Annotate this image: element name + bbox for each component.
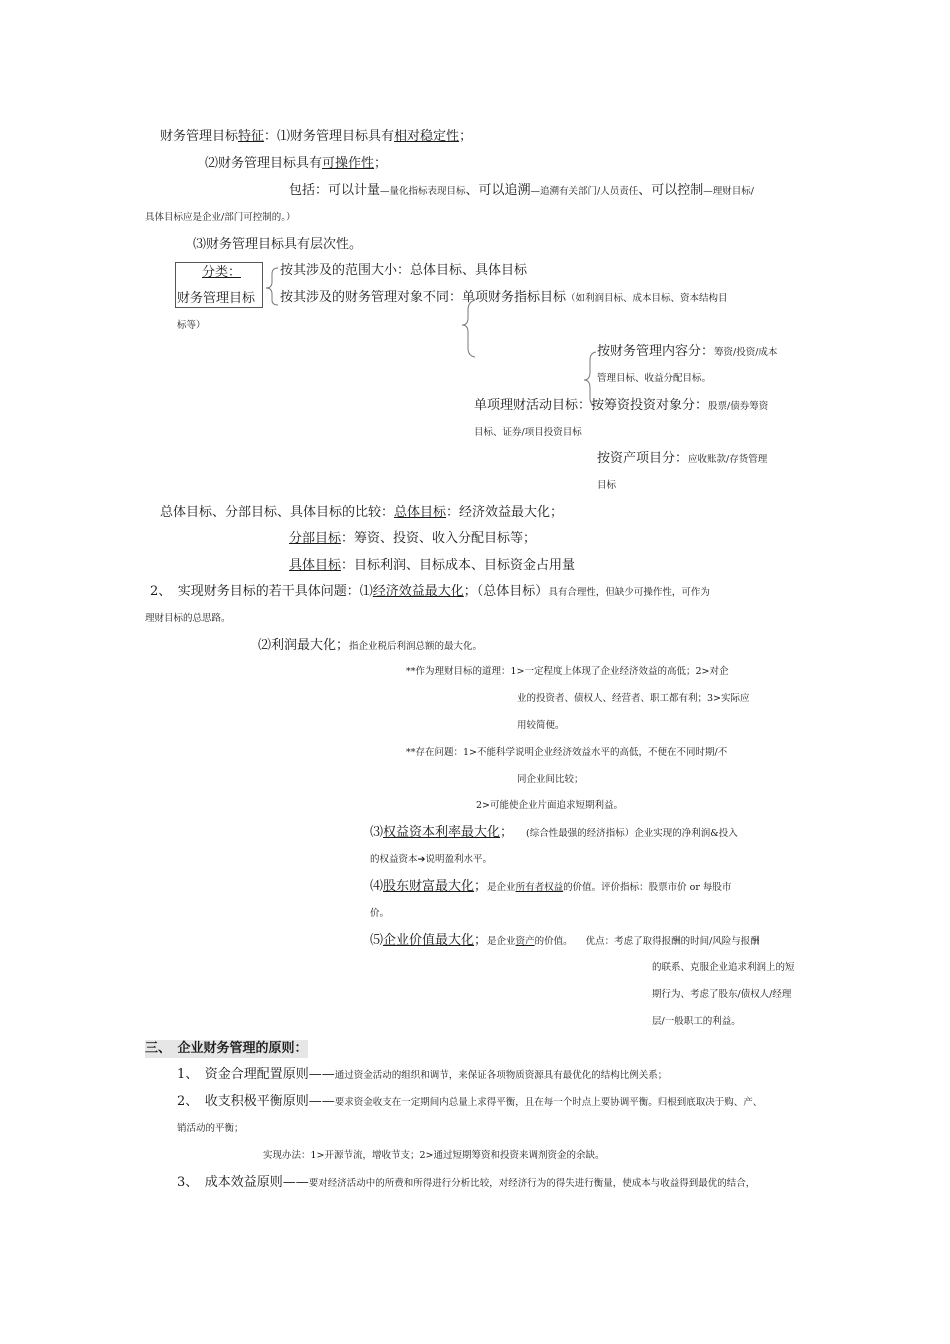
profit-line (258, 637, 482, 656)
keyword: 可操作性 (322, 156, 375, 171)
text: ⑷ (370, 879, 384, 894)
keyword: 经济效益最大化 (372, 584, 464, 599)
text: ； (336, 638, 350, 653)
note: （如利润目标、成本目标、资本结构目 (566, 293, 728, 304)
note: 要对经济活动中的所费和所得进行分析比较，对经济行为的得失进行衡量，使成本与收益得到最优的结合， (308, 1178, 756, 1189)
sub-row-2b: 目标、证券/项目投资目标 (474, 427, 582, 438)
text: ； (500, 825, 514, 840)
shareholder-line-1 (370, 878, 731, 897)
keyword: 所有者权益 (515, 882, 564, 893)
class-row-1: 按其涉及的范围大小：总体目标、具体目标 (280, 263, 528, 278)
keyword: 股东财富最大化 (383, 879, 475, 894)
note: 通过资金活动的组织和调节，来保证各项物质资源具有最优化的结构比例关系； (334, 1070, 668, 1081)
reason-line-3: 用较简便。 (517, 720, 565, 731)
text: 单项理财活动目标：按筹资投资对象分： (474, 398, 709, 413)
note: 股票/债券筹资 (708, 401, 769, 412)
keyword: 权益资本利率最大化 (383, 825, 501, 840)
equity-line-1 (370, 824, 738, 843)
note: 的价值。 (534, 936, 573, 947)
text: ⑵ (258, 638, 272, 653)
text: 总体目标、分部目标、具体目标的比较： (160, 505, 395, 520)
note: 具有合理性，但缺少可操作性，可作为 (548, 587, 710, 598)
text: 财务管理目标 (160, 129, 239, 144)
text: ； (374, 156, 388, 171)
sub-row-1b: 管理目标、收益分配目标。 (597, 373, 712, 384)
note: —量化指标表现目标 (380, 186, 466, 197)
note: 具体目标应是企业/部门可控制的。） (145, 212, 296, 223)
text: 按其涉及的财务管理对象不同：单项财务指标目标 (280, 290, 567, 305)
keyword: 相对稳定性 (394, 129, 460, 144)
section2-line-1 (150, 583, 710, 602)
problem-line-3: 2>可能使企业片面追求短期利益。 (476, 800, 624, 811)
note: 优点：考虑了取得报酬的时间/风险与报酬 (585, 936, 760, 947)
box-label-1: 分类： (202, 265, 242, 280)
note: —追溯有关部门/人员责任 (530, 186, 639, 197)
text: 1、 资金合理配置原则 (177, 1067, 309, 1082)
text: ：经济效益最大化； (446, 505, 564, 520)
sub-row-1 (597, 343, 777, 362)
keyword: 总体目标 (394, 505, 447, 520)
text: —— (308, 1094, 335, 1109)
text: ⑶财务管理目标具有层次性。 (193, 237, 363, 252)
equity-line-2: 的权益资本➔说明盈利水平。 (370, 854, 492, 865)
text: ⑶ (370, 825, 384, 840)
problem-line-2: 同企业间比较； (517, 774, 584, 785)
principle-2-method: 实现办法：1>开源节流，增收节支；2>通过短期筹资和投资来调剂资金的余缺。 (263, 1150, 605, 1161)
note: 要求资金收支在一定期间内总量上求得平衡，且在每一个时点上要协调平衡。归根到底取决于购、产、 (334, 1097, 763, 1108)
sub-row-2 (474, 397, 768, 416)
text: 2、 收支积极平衡原则 (177, 1094, 309, 1109)
principle-3 (177, 1174, 755, 1193)
text: 利润最大化 (271, 638, 337, 653)
firm-value-line-1 (370, 932, 760, 951)
reason-line-2: 业的投资者、债权人、经营者、职工都有利；3>实际应 (517, 693, 750, 704)
shareholder-line-2: 价。 (370, 908, 390, 919)
text: —— (282, 1175, 309, 1190)
text: 、可以追溯 (465, 183, 531, 198)
section3-heading: 三、 企业财务管理的原则： (145, 1041, 308, 1056)
section2-line-2: 理财目标的总思路。 (145, 613, 231, 624)
keyword: 企业价值最大化 (383, 933, 475, 948)
compare-line-1 (160, 504, 563, 522)
text: ：筹资、投资、收入分配目标等； (341, 531, 537, 546)
text: 按财务管理内容分： (597, 344, 715, 359)
compare-line-3 (289, 557, 575, 575)
class-row-3: 标等） (177, 320, 206, 331)
note: 筹资/投资/成本 (714, 347, 778, 358)
problem-line-1: **存在问题：1>不能科学说明企业经济效益水平的高低，不便在不同时期/不 (406, 747, 728, 758)
reason-line-1: **作为理财目标的道理：1>一定程度上体现了企业经济效益的高低；2>对企 (406, 666, 729, 677)
note: 是企业 (487, 882, 516, 893)
text: ⑸ (370, 933, 384, 948)
note: 的价值。评价指标：股票市价 or 每股市 (563, 882, 732, 893)
box-label-2: 财务管理目标 (177, 291, 256, 306)
text: 2、 实现财务目标的若干具体问题：⑴ (150, 584, 373, 599)
text: ； (459, 129, 473, 144)
class-row-2 (280, 289, 728, 308)
principle-2 (177, 1093, 762, 1112)
note: (综合性最强的经济指标）企业实现的净利润&投入 (526, 828, 738, 839)
text: ：目标利润、目标成本、目标资金占用量 (341, 558, 576, 573)
note: 指企业税后利润总额的最大化。 (349, 641, 483, 652)
sub-row-3b: 目标 (597, 480, 617, 491)
principle-2-cont: 销活动的平衡； (177, 1123, 244, 1134)
text: 3、 成本效益原则 (177, 1175, 283, 1190)
firm-value-line-3: 期行为、考虑了股东/债权人/经理 (652, 989, 792, 1000)
firm-value-line-2: 的联系、克服企业追求利润上的短 (652, 962, 795, 973)
text: 按资产项目分： (597, 451, 689, 466)
note: 应收账款/存货管理 (688, 454, 768, 465)
text: 、可以控制 (638, 183, 704, 198)
compare-line-2 (289, 530, 536, 548)
keyword: 分部目标 (289, 531, 342, 546)
sub-row-3 (597, 450, 767, 469)
note: 是企业 (487, 936, 516, 947)
firm-value-line-4: 层/一般职工的利益。 (652, 1016, 741, 1027)
principle-1 (177, 1066, 667, 1085)
note: —理财目标/ (703, 186, 754, 197)
text: —— (308, 1067, 335, 1082)
keyword: 特征 (238, 129, 265, 144)
text: ； (474, 879, 488, 894)
text: ⑵财务管理目标具有 (205, 156, 323, 171)
keyword: 资产 (515, 936, 535, 947)
text: ； (474, 933, 488, 948)
text: ；（总体目标） (463, 584, 549, 599)
text: ：⑴财务管理目标具有 (264, 129, 395, 144)
keyword: 具体目标 (289, 558, 342, 573)
text: 包括：可以计量 (289, 183, 381, 198)
